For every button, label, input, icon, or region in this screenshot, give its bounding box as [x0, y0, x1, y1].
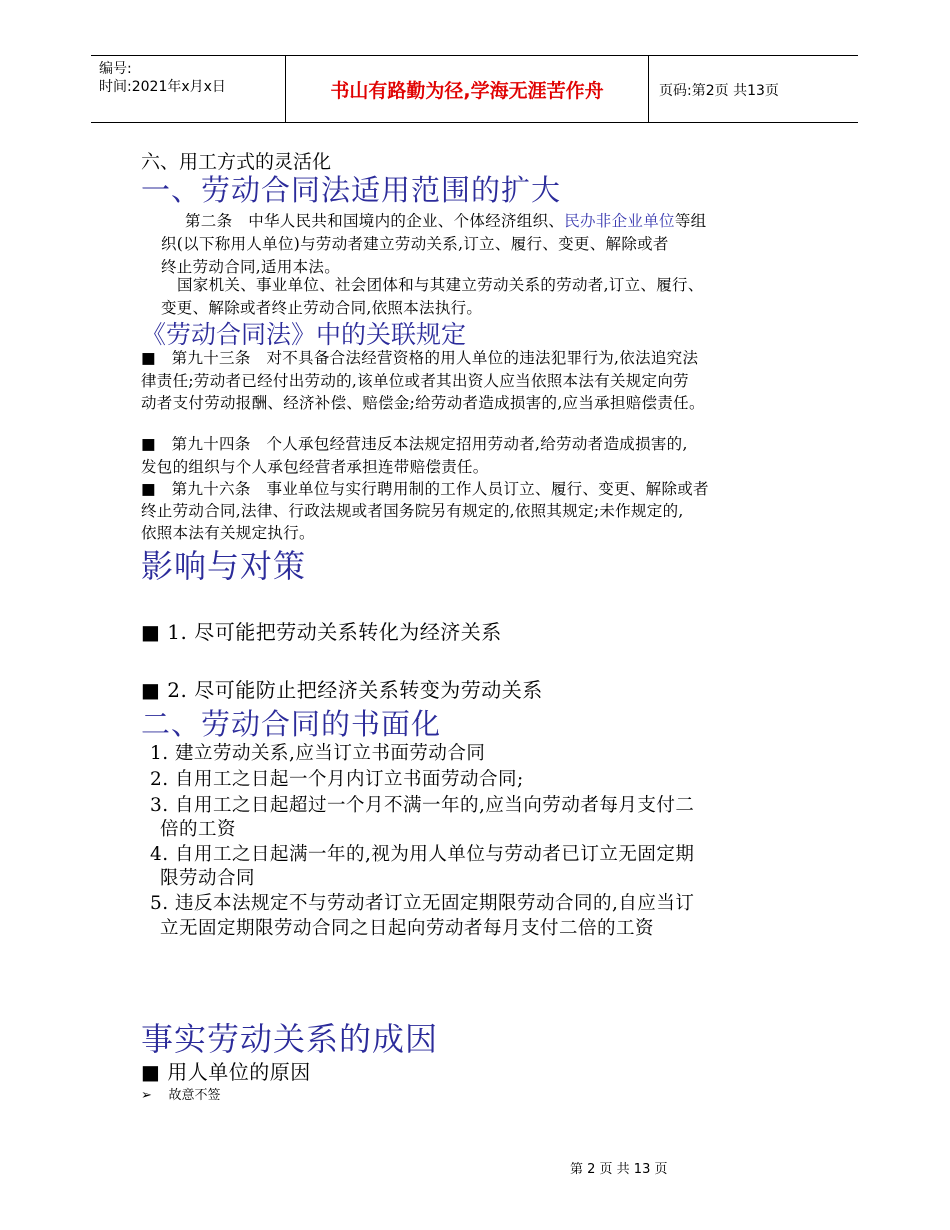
art2-line2: 织(以下称用人单位)与劳动者建立劳动关系,订立、履行、变更、解除或者 [161, 235, 669, 253]
art2-line4: 国家机关、事业单位、社会团体和与其建立劳动关系的劳动者,订立、履行、 [177, 276, 704, 294]
art93-line3: 动者支付劳动报酬、经济补偿、赔偿金;给劳动者造成损害的,应当承担赔偿责任。 [141, 394, 705, 412]
heading-scope-expansion: 一、劳动合同法适用范围的扩大 [141, 173, 562, 207]
header-number-label: 编号: [99, 61, 132, 77]
bullet-square-icon: ■ [141, 620, 161, 644]
impact-item-2 [141, 674, 543, 703]
heading-written-contract: 二、劳动合同的书面化 [141, 707, 442, 741]
art96-line1 [141, 477, 709, 499]
written-item-2: 2. 自用工之日起一个月内订立书面劳动合同; [150, 769, 524, 790]
written-item-5a: 5. 违反本法规定不与劳动者订立无固定期限劳动合同的,自应当订 [150, 893, 695, 914]
art93-line1 [141, 346, 698, 368]
header-left-cell [91, 56, 286, 122]
page-footer: 第 2 页 共 13 页 [570, 1162, 668, 1177]
written-item-3a: 3. 自用工之日起超过一个月不满一年的,应当向劳动者每月支付二 [150, 795, 695, 816]
art93-line2: 律责任;劳动者已经付出劳动的,该单位或者其出资人应当依照本法有关规定向劳 [141, 372, 689, 390]
bullet-square-icon: ■ [141, 678, 161, 702]
art2-line1 [185, 209, 706, 231]
cause-subheading [141, 1056, 311, 1085]
art2-text-b: 等组 [674, 212, 707, 230]
art93-text: 第九十三条 对不具备合法经营资格的用人单位的违法犯罪行为,依法追究法 [171, 349, 699, 367]
written-item-4a: 4. 自用工之日起满一年的,视为用人单位与劳动者已订立无固定期 [150, 844, 695, 865]
arrow-bullet-icon: ➢ [141, 1088, 152, 1103]
link-private-nonenterprise[interactable]: 民办非企业单位 [564, 212, 675, 230]
impact-item-1-text: 1. 尽可能把劳动关系转化为经济关系 [167, 620, 502, 644]
heading-impact-and-countermeasures: 影响与对策 [141, 547, 307, 585]
cause-item [141, 1084, 220, 1103]
bullet-square-icon: ■ [141, 1060, 161, 1084]
written-item-1: 1. 建立劳动关系,应当订立书面劳动合同 [150, 743, 486, 764]
art94-line1 [141, 432, 688, 454]
section-six-title: 六、用工方式的灵活化 [141, 151, 332, 173]
art2-line5: 变更、解除或者终止劳动合同,依照本法执行。 [161, 299, 483, 317]
impact-item-2-text: 2. 尽可能防止把经济关系转变为劳动关系 [167, 678, 543, 702]
heading-de-facto-labor-causes: 事实劳动关系的成因 [141, 1020, 439, 1058]
art2-line3: 终止劳动合同,适用本法。 [161, 258, 341, 276]
art2-text-a: 第二条 中华人民共和国境内的企业、个体经济组织、 [185, 212, 565, 230]
bullet-square-icon: ■ [141, 480, 156, 498]
written-item-4b: 限劳动合同 [160, 868, 256, 889]
document-header [91, 55, 858, 123]
art96-text: 第九十六条 事业单位与实行聘用制的工作人员订立、履行、变更、解除或者 [171, 480, 709, 498]
art94-line2: 发包的组织与个人承包经营者承担连带赔偿责任。 [141, 458, 489, 476]
cause-item-text: 故意不签 [168, 1088, 221, 1103]
bullet-square-icon: ■ [141, 349, 156, 367]
written-item-3b: 倍的工资 [160, 819, 237, 840]
art94-text: 第九十四条 个人承包经营违反本法规定招用劳动者,给劳动者造成损害的, [171, 435, 688, 453]
cause-subheading-text: 用人单位的原因 [167, 1060, 311, 1084]
header-motto: 书山有路勤为径,学海无涯苦作舟 [286, 56, 649, 122]
art96-line3: 依照本法有关规定执行。 [141, 524, 315, 542]
written-item-5b: 立无固定期限劳动合同之日起向劳动者每月支付二倍的工资 [160, 918, 655, 939]
heading-related-provisions: 《劳动合同法》中的关联规定 [141, 320, 467, 349]
impact-item-1 [141, 616, 502, 645]
header-page-label: 页码:第2页 共13页 [659, 83, 779, 99]
header-time-label: 时间:2021年x月x日 [99, 79, 226, 95]
art96-line2: 终止劳动合同,法律、行政法规或者国务院另有规定的,依照其规定;未作规定的, [141, 502, 684, 520]
bullet-square-icon: ■ [141, 435, 156, 453]
